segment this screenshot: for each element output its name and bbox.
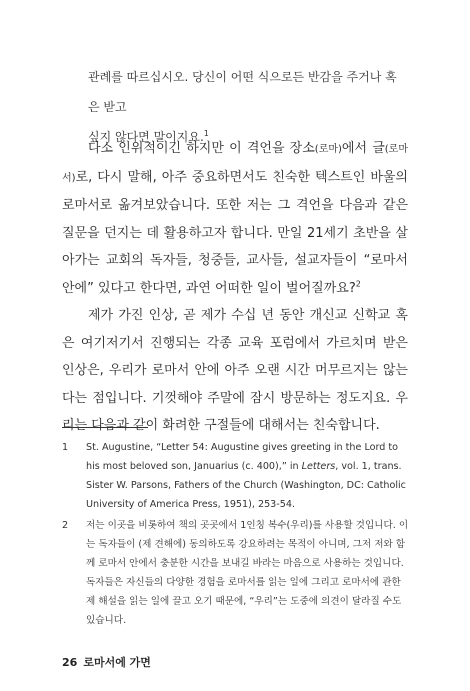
footnotes: [62, 438, 410, 632]
page-number: 26: [62, 656, 78, 669]
footnote-ref: 1: [203, 129, 209, 138]
paragraph: 다소 인위적이긴 하지만 이 격언을 장소(로마)에서 글(로마서)로, 다시 말해, 아주 중요하면서도 친숙한 텍스트인 바울의 로마서로 옮겨보았습니다. 또한 저는 그 격언을 다음과 같은 질문을 던지는 데 활용하고자 합니다. 만일 21세기 초반을 살아가는 교회의 독자들, 청중들, 교사들, 설교자들이 “로마서 안에” 있다고 한다면, 과연 어떠한 일이 벌어질까요?$^2$: [62, 141, 409, 296]
quote-line: 싶지 않다면 말이지요.$^1$: [88, 129, 209, 144]
body-text: [62, 135, 408, 440]
footnote-ref: 2: [355, 279, 361, 289]
page-footer: [62, 654, 157, 670]
footnote: [62, 516, 410, 630]
footnote-number: 1: [62, 442, 69, 453]
footnote: [62, 438, 410, 514]
footnote-divider: [62, 427, 148, 428]
running-title: 로마서에 가면: [83, 656, 151, 669]
paragraph: 제가 가진 인상, 곧 제가 수십 년 동안 개신교 신학교 혹은 여기저기서 진행되는 각종 교육 포럼에서 가르치며 받은 인상은, 우리가 로마서 안에 아주 오랜 시간 머무르지는 않는다는 점입니다. 기껏해야 주말에 잠시 방문하는 정도지요. 우리는 다음과 같이 화려한 구절들에 대해서는 친숙합니다.: [62, 308, 408, 433]
footnote-text: 저는 이곳을 비롯하여 책의 곳곳에서 1인칭 복수(우리)를 사용할 것입니다. 이는 독자들이 (제 견해에) 동의하도록 강요하려는 목적이 아니며, 그저 저와 함께 로마서 안에서 충분한 시간을 보내길 바라는 마음으로 사용하는 것입니다. 독자들은 자신들의 다양한 경험을 로마서를 읽는 일에 그리고 로마서에 관한 제 해설을 읽는 일에 끌고 오기 때문에, “우리”는 도중에 의견이 달라질 수도 있습니다.: [86, 520, 409, 626]
footnote-text: St. Augustine, “Letter 54: Augustine gives greeting in the Lord to his most beloved son, Januarius (c. 400),” in Letters, vol. 1, trans. Sister W. Parsons, Fathers of the Church (Washington, DC: Catholic University of America Press, 1951), 253-54.: [86, 442, 406, 510]
quote-line: 관례를 따르십시오. 당신이 어떤 식으로든 반감을 주거나 혹은 받고: [88, 70, 397, 114]
footnote-number: 2: [62, 520, 69, 531]
